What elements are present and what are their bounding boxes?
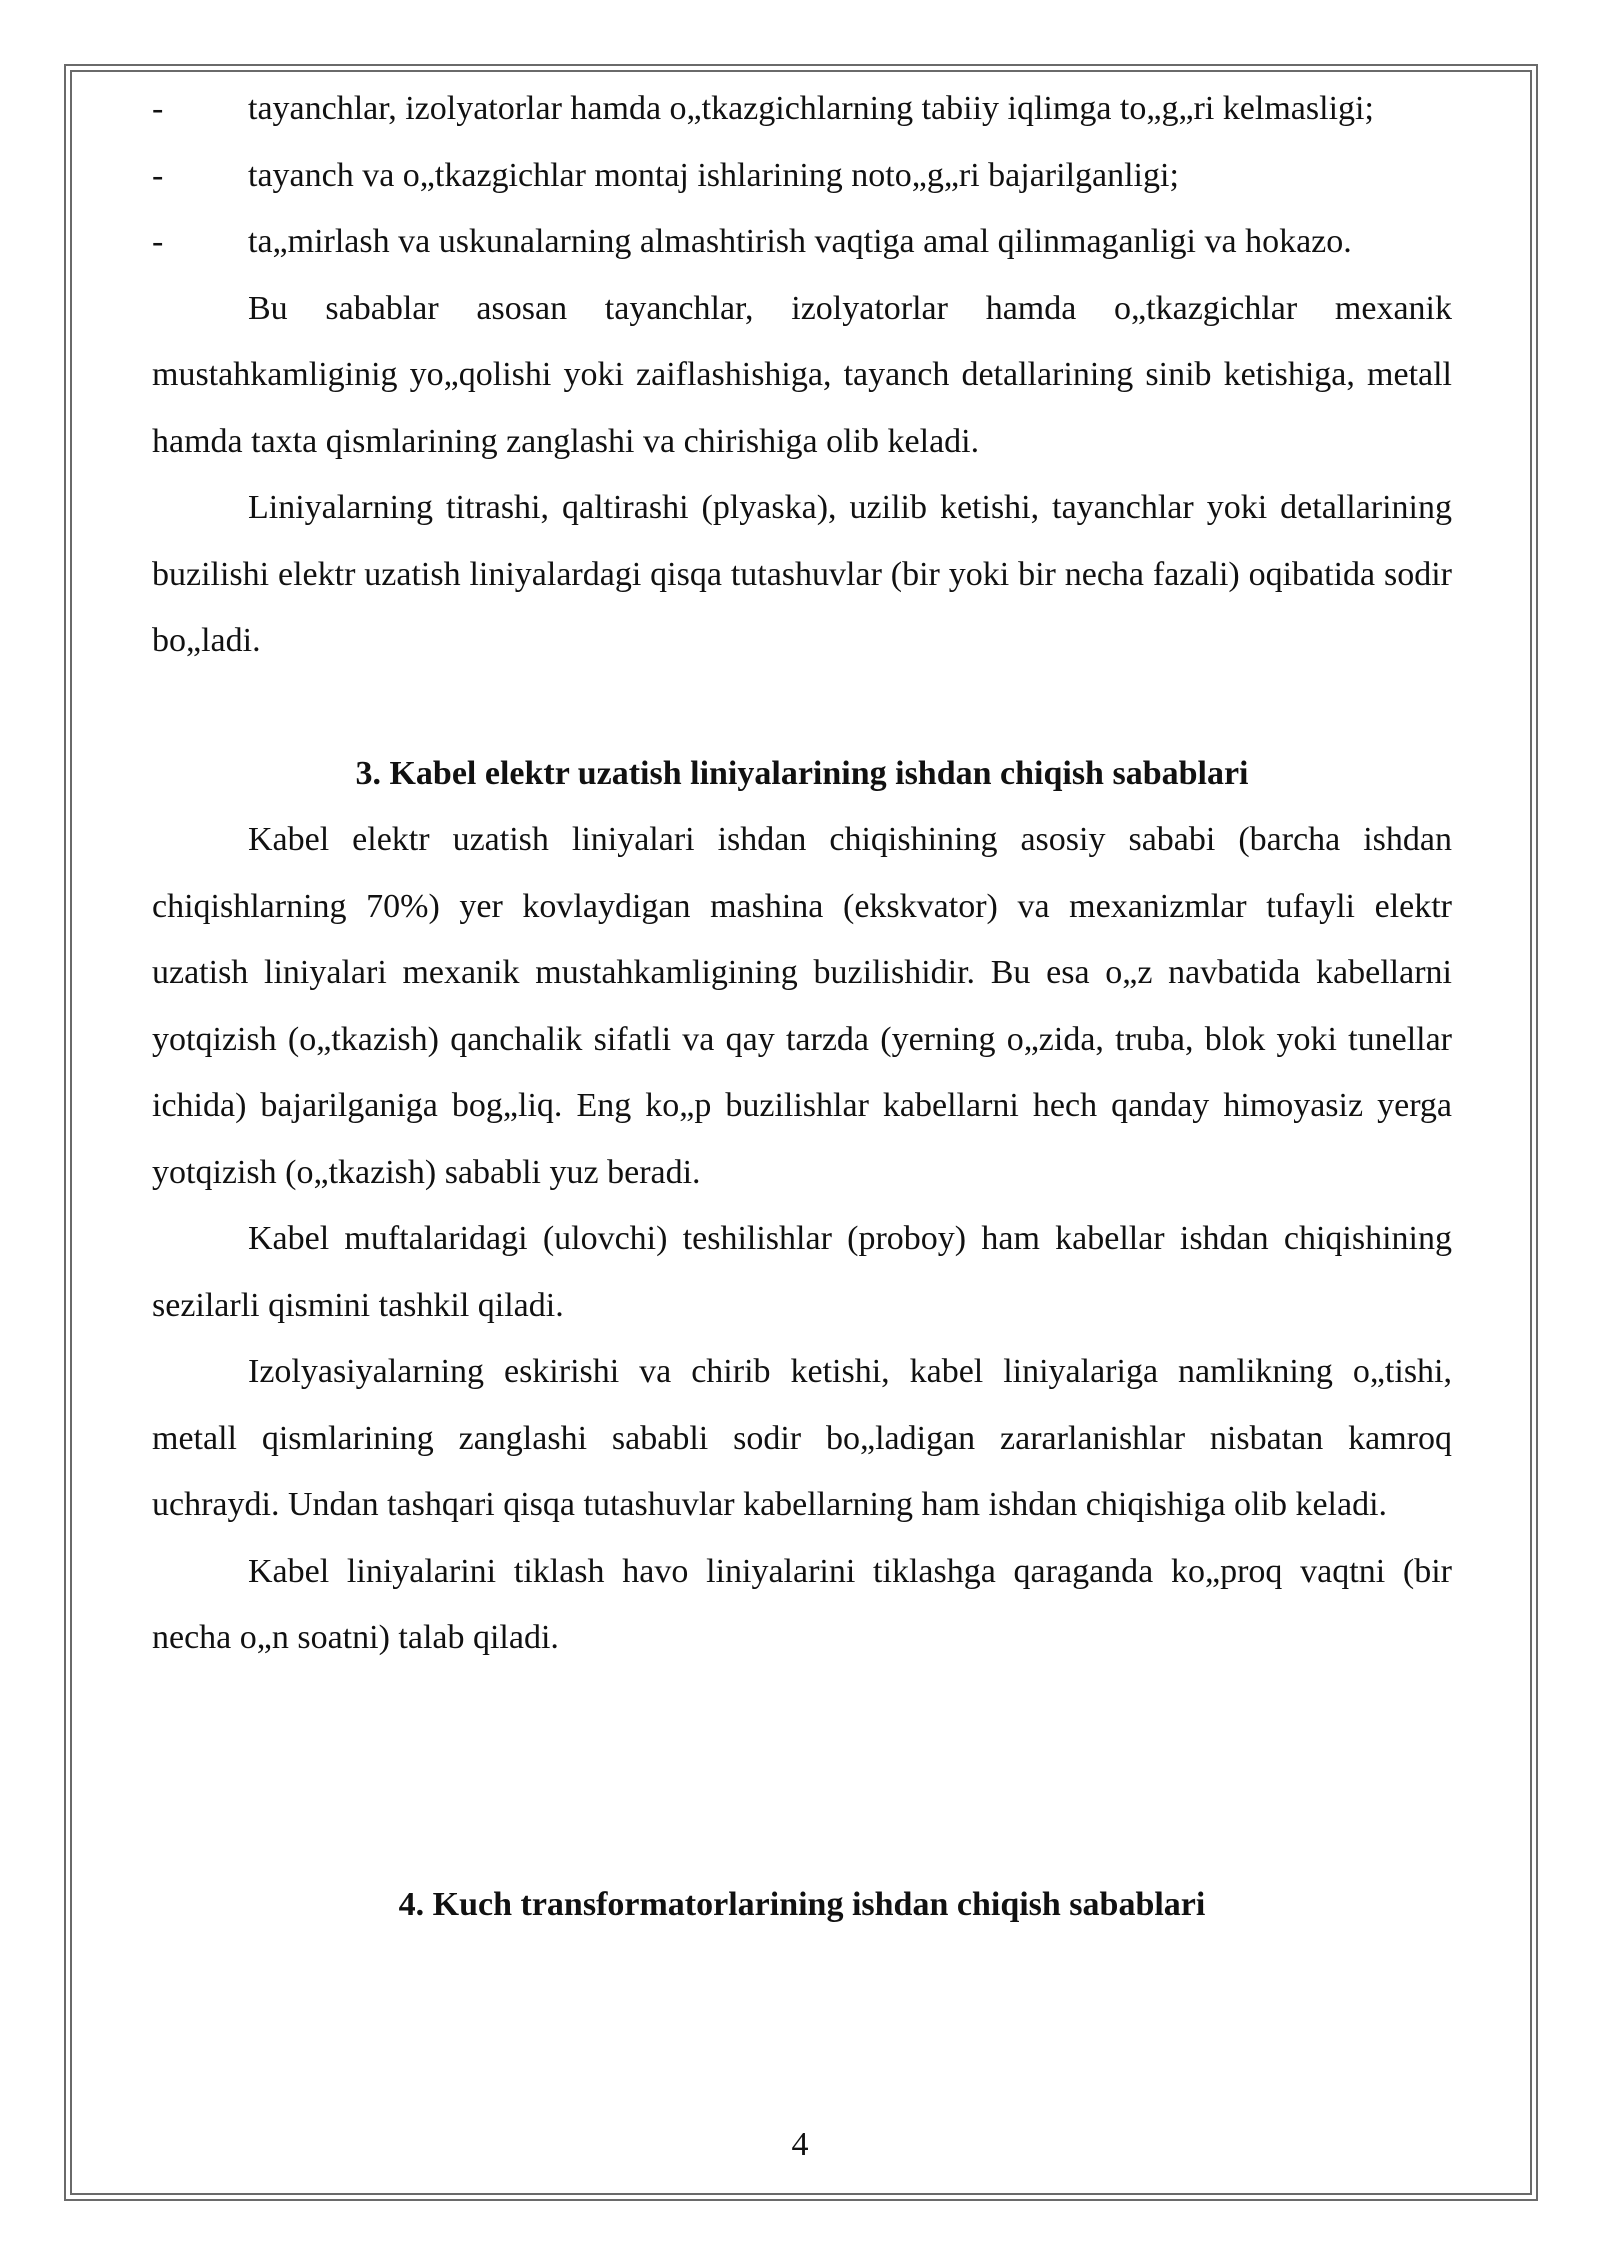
bullet-text: ta„mirlash va uskunalarning almashtirish vaqtiga amal qilinmaganligi va hokazo. — [248, 223, 1352, 260]
section-heading: 4. Kuch transformatorlarining ishdan chiqish sabablari — [398, 1885, 1206, 1923]
bullet-text: tayanch va o„tkazgichlar montaj ishlarining noto„g„ri bajarilganligi; — [248, 156, 1179, 194]
bullet-item — [152, 143, 1452, 210]
bullet-marker: - — [152, 90, 164, 127]
bullet-item — [152, 76, 1452, 143]
paragraph: Liniyalarning titrashi, qaltirashi (plyaska), uzilib ketishi, tayanchlar yoki detallarining buzilishi elektr uzatish liniyalardagi qisqa tutashuvlar (bir yoki bir necha fazali) oqibatida sodir bo„ladi. — [152, 489, 1452, 659]
blank-line — [152, 675, 1452, 741]
paragraph: Kabel liniyalarini tiklash havo liniyalarini tiklashga qaraganda ko„proq vaqtni (bir necha o„n soatni) talab qiladi. — [152, 1552, 1452, 1656]
bullet-marker: - — [152, 223, 164, 260]
bullet-text: tayanchlar, izolyatorlar hamda o„tkazgichlarning tabiiy iqlimga to„g„ri kelmasligi; — [248, 90, 1374, 127]
blank-lines — [152, 1672, 1452, 1872]
paragraph: Izolyasiyalarning eskirishi va chirib ketishi, kabel liniyalariga namlikning o„tishi, metall qismlarining zanglashi sababli sodir bo„ladigan zararlanishlar nisbatan kamroq uchraydi. Undan tashqari qisqa tutashuvlar kabellarning ham ishdan chiqishiga olib keladi. — [152, 1353, 1452, 1523]
bullet-marker: - — [152, 156, 164, 194]
paragraph: Kabel elektr uzatish liniyalari ishdan chiqishining asosiy sababi (barcha ishdan chiqishlarning 70%) yer kovlaydigan mashina (ekskvator) va mexanizmlar tufayli elektr uzatish liniyalari mexanik mustahkamligining buzilishidir. Bu esa o„z navbatida kabellarni yotqizish (o„tkazish) qanchalik sifatli va qay tarzda (yerning o„zida, truba, blok yoki tunellar ichida) bajarilganiga bog„liq. Eng ko„p buzilishlar kabellarni hech qanday himoyasiz yerga yotqizish (o„tkazish) sababli yuz beradi. — [152, 821, 1452, 1191]
bullet-item — [152, 209, 1452, 276]
paragraph: Bu sabablar asosan tayanchlar, izolyatorlar hamda o„tkazgichlar mexanik mustahkamliginig yo„qolishi yoki zaiflashishiga, tayanch detallarining sinib ketishiga, metall hamda taxta qismlarining zanglashi va chirishiga olib keladi. — [152, 289, 1452, 460]
paragraph: Kabel muftalaridagi (ulovchi) teshilishlar (proboy) ham kabellar ishdan chiqishining sezilarli qismini tashkil qiladi. — [152, 1220, 1452, 1324]
page-number: 4 — [791, 2126, 809, 2163]
document-body — [152, 76, 1452, 1938]
section-heading: 3. Kabel elektr uzatish liniyalarining ishdan chiqish sabablari — [355, 754, 1249, 792]
